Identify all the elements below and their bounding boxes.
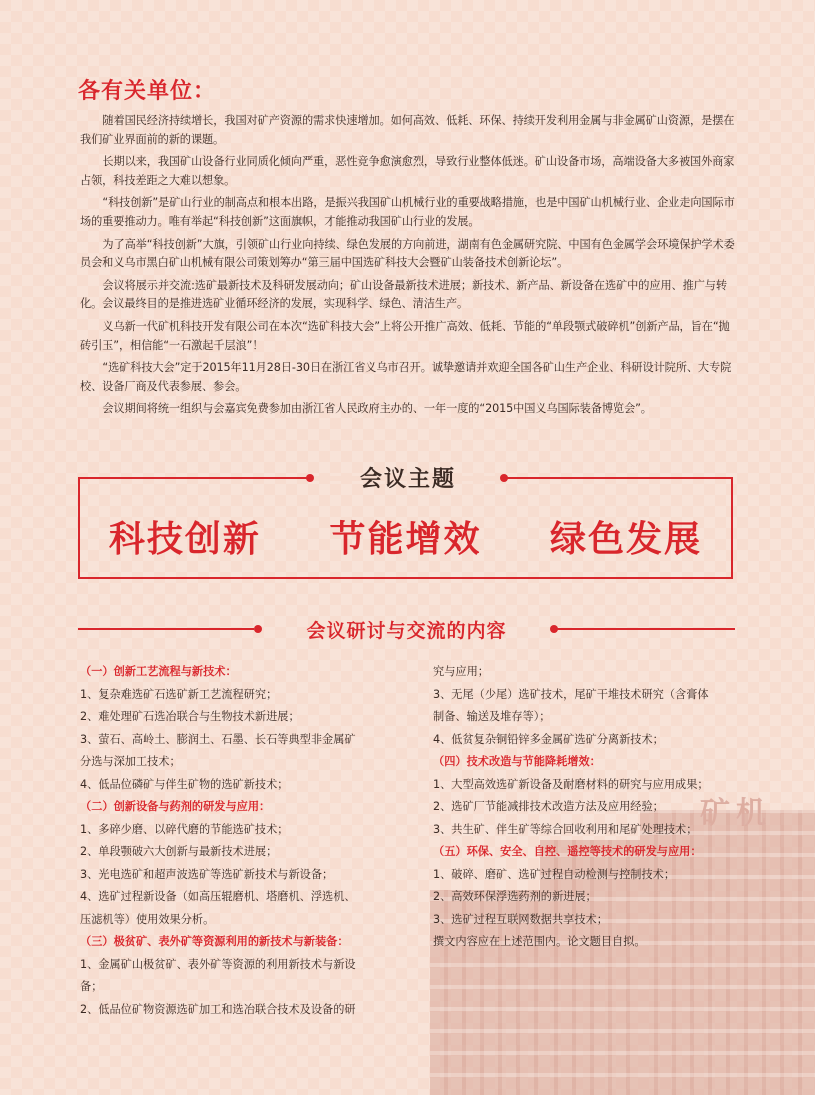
intro-paragraph: 长期以来，我国矿山设备行业同质化倾向严重，恶性竞争愈演愈烈，导致行业整体低迷。矿山设备市场，高端设备大多被国外商家占领，科技差距之大难以想象。 [80, 155, 735, 187]
topic-item: 制备、输送及堆存等）； [433, 710, 551, 723]
topic-item: 4、低品位磷矿与伴生矿物的选矿新技术； [80, 777, 289, 791]
topic-item: 4、选矿过程新设备（如高压辊磨机、塔磨机、浮选机、 [80, 890, 356, 903]
topic-item: 3、光电选矿和超声波选矿等选矿新技术与新设备； [80, 867, 334, 881]
submission-note: 撰文内容应在上述范围内。论文题目自拟。 [433, 935, 646, 948]
topic-heading: （二）创新设备与药剂的研发与应用： [80, 800, 271, 813]
topics-left-column [80, 661, 395, 1021]
intro-paragraph: “科技创新”是矿山行业的制高点和根本出路，是振兴我国矿山机械行业的重要战略措施，也是中国矿山机械行业、企业走向国际市场的重要推动力。唯有举起“科技创新”这面旗帜，才能推动我国矿山行业的发展。 [80, 196, 735, 228]
topics-title: 会议研讨与交流的内容 [306, 620, 507, 642]
intro-section [80, 112, 738, 423]
topic-item: 压滤机等）使用效果分析。 [80, 912, 215, 926]
topic-item: 3、萤石、高岭土、膨润土、石墨、长石等典型非金属矿 [80, 732, 356, 746]
intro-paragraph: 会议将展示并交流:选矿最新技术及科研发展动向；矿山设备最新技术进展；新技术、新产品、新设备在选矿中的应用、推广与转化。会议最终目的是推进选矿业循环经济的发展，实现科学、绿色、清洁生产。 [80, 278, 727, 311]
topic-item: 3、共生矿、伴生矿等综合回收利用和尾矿处理技术； [433, 822, 698, 836]
topic-item: 1、多碎少磨、以碎代磨的节能选矿技术； [80, 822, 289, 836]
topic-item: 2、选矿厂节能减排技术改造方法及应用经验； [433, 800, 664, 813]
topic-item: 究与应用； [433, 665, 489, 678]
slogan-energy-efficiency: 节能增效 [329, 519, 482, 560]
topic-item: 备； [80, 980, 103, 993]
topic-item: 2、难处理矿石选冶联合与生物技术新进展； [80, 710, 300, 723]
slogan-tech-innovation: 科技创新 [108, 519, 261, 560]
topics-right-column [433, 661, 748, 954]
topic-heading: （三）极贫矿、表外矿等资源利用的新技术与新装备： [80, 935, 349, 948]
topic-item: 3、选矿过程互联网数据共享技术； [433, 912, 608, 926]
topic-item: 3、无尾（少尾）选矿技术，尾矿干堆技术研究（含膏体 [433, 687, 709, 701]
background-sign-text: 矿机 [700, 796, 772, 831]
greeting-heading: 各有关单位： [78, 79, 217, 104]
theme-slogans [80, 511, 731, 562]
intro-paragraph: “选矿科技大会”定于2015年11月28日-30日在浙江省义乌市召开。诚挚邀请并欢迎全国各矿山生产企业、科研设计院所、大专院校、设备厂商及代表参展、参会。 [80, 361, 732, 393]
intro-paragraph: 为了高举“科技创新”大旗，引领矿山行业向持续、绿色发展的方向前进，湖南有色金属研究院、中国有色金属学会环境保护学术委员会和义乌市黑白矿山机械有限公司策划筹办“第三届中国选矿科技大会暨矿山装备技术创新论坛”。 [80, 237, 735, 270]
topic-item: 1、破碎、磨矿、选矿过程自动检测与控制技术； [433, 867, 676, 881]
theme-title: 会议主题 [359, 467, 456, 492]
topic-heading: （四）技术改造与节能降耗增效： [433, 755, 601, 768]
slogan-green-development: 绿色发展 [550, 519, 703, 560]
topic-heading: （五）环保、安全、自控、遥控等技术的研发与应用： [433, 845, 702, 858]
topic-item: 1、复杂难选矿石选矿新工艺流程研究； [80, 687, 278, 701]
topic-item: 分选与深加工技术； [80, 755, 181, 768]
topic-item: 2、单段颚破六大创新与最新技术进展； [80, 845, 278, 858]
topic-item: 1、大型高效选矿新设备及耐磨材料的研究与应用成果； [433, 777, 709, 791]
topic-item: 4、低贫复杂铜铅锌多金属矿选矿分离新技术； [433, 732, 664, 746]
topic-heading: （一）创新工艺流程与新技术： [80, 665, 237, 678]
topics-heading [78, 616, 735, 642]
topic-item: 2、低品位矿物资源选矿加工和选冶联合技术及设备的研 [80, 1002, 356, 1016]
intro-paragraph: 会议期间将统一组织与会嘉宾免费参加由浙江省人民政府主办的、一年一度的“2015中国义乌国际装备博览会”。 [102, 402, 652, 416]
intro-paragraph: 随着国民经济持续增长，我国对矿产资源的需求快速增加。如何高效、低耗、环保、持续开发利用金属与非金属矿山资源，是摆在我们矿业界面前的新的课题。 [80, 114, 735, 146]
topic-item: 2、高效环保浮选药剂的新进展； [433, 890, 597, 903]
topic-item: 1、金属矿山极贫矿、表外矿等资源的利用新技术与新设 [80, 957, 356, 971]
intro-paragraph: 义乌新一代矿机科技开发有限公司在本次“选矿科技大会”上将公开推广高效、低耗、节能的“单段颚式破碎机”创新产品，旨在“抛砖引玉”，相信能“一石激起千层浪”！ [80, 319, 730, 352]
